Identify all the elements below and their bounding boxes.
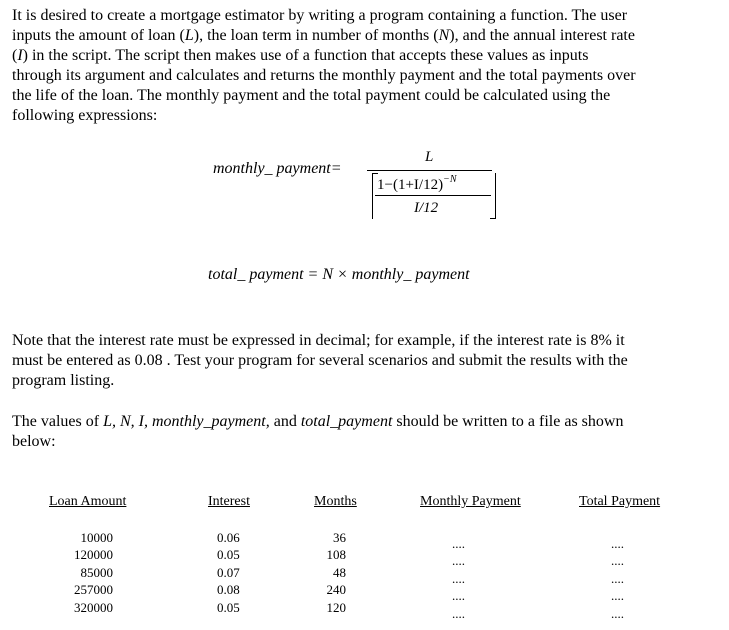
header-loan-amount: Loan Amount (49, 494, 127, 509)
table-cell: .... (611, 536, 624, 551)
header-total-payment: Total Payment (579, 494, 661, 509)
table-cell: .... (611, 605, 624, 621)
values-paragraph: The values of L, N, I, monthly_payment, and total_payment should be written to a file as shown below: (12, 413, 624, 450)
table-cell: 48 (333, 564, 346, 580)
table-cell: 120000 (74, 547, 113, 563)
var-I: I (17, 47, 23, 64)
table-cell: 0.05 (217, 547, 240, 563)
table-cell: .... (452, 570, 465, 586)
table-cell: 108 (326, 547, 346, 563)
formula-numerator: L (425, 149, 434, 165)
table-cell: 36 (333, 530, 346, 545)
intro-paragraph: It is desired to create a mortgage estimator by writing a program containing a function. The user inputs the amount of loan (L), the loan term in number of months (N), and the annual interest rate (I) in the script. The script then makes use of a function that accepts these values as inputs through its argument and calculates and returns the monthly payment and the total payments over the life of the loan. The monthly payment and the total payment could be calculated using the following expressions: (12, 7, 636, 124)
table-cell: .... (452, 588, 465, 604)
table-cell: .... (611, 570, 624, 586)
table-cell: 0.07 (217, 564, 240, 580)
table-cell: 0.05 (217, 599, 240, 615)
header-months: Months (314, 494, 357, 509)
total-payment-column (611, 535, 624, 622)
header-interest: Interest (208, 494, 250, 509)
table-cell: .... (611, 588, 624, 604)
table-cell: .... (611, 553, 624, 569)
intro-line-1: It is desired to create a mortgage estimator by writing a program containing a function. The user (12, 7, 628, 24)
var-N: N (438, 27, 450, 44)
table-cell: 0.08 (217, 582, 240, 598)
table-cell: .... (452, 605, 465, 621)
inner-numerator: $1-(1+I/12)^{-N}$ (377, 174, 457, 193)
monthly-payment-column (452, 535, 465, 622)
table-cell: .... (452, 553, 465, 569)
loan-amount-column (58, 529, 113, 616)
total-payment-formula: total_ payment = N × monthly_ payment (208, 266, 470, 283)
note-paragraph: Note that the interest rate must be expressed in decimal; for example, if the interest rate is 8% it must be entered as 0.08 . Test your program for several scenarios and submit the results with the program listing. (12, 332, 628, 389)
table-cell: 85000 (80, 564, 113, 580)
header-monthly-payment: Monthly Payment (420, 494, 521, 509)
interest-column (217, 529, 240, 616)
table-cell: 10000 (80, 530, 113, 545)
table-cell: 257000 (74, 582, 113, 598)
formula-lhs: monthly_ payment= (213, 160, 342, 177)
table-cell: .... (452, 536, 465, 551)
table-cell: 320000 (74, 599, 113, 615)
inner-fraction-bar (375, 195, 491, 196)
inner-denominator: I/12 (414, 200, 439, 216)
fraction-bar (367, 170, 492, 171)
months-column (318, 529, 346, 616)
var-L: L (184, 27, 194, 44)
exponent: −N (443, 174, 457, 185)
table-cell: 240 (326, 582, 346, 598)
table-cell: 0.06 (217, 530, 240, 545)
table-cell: 120 (326, 599, 346, 615)
